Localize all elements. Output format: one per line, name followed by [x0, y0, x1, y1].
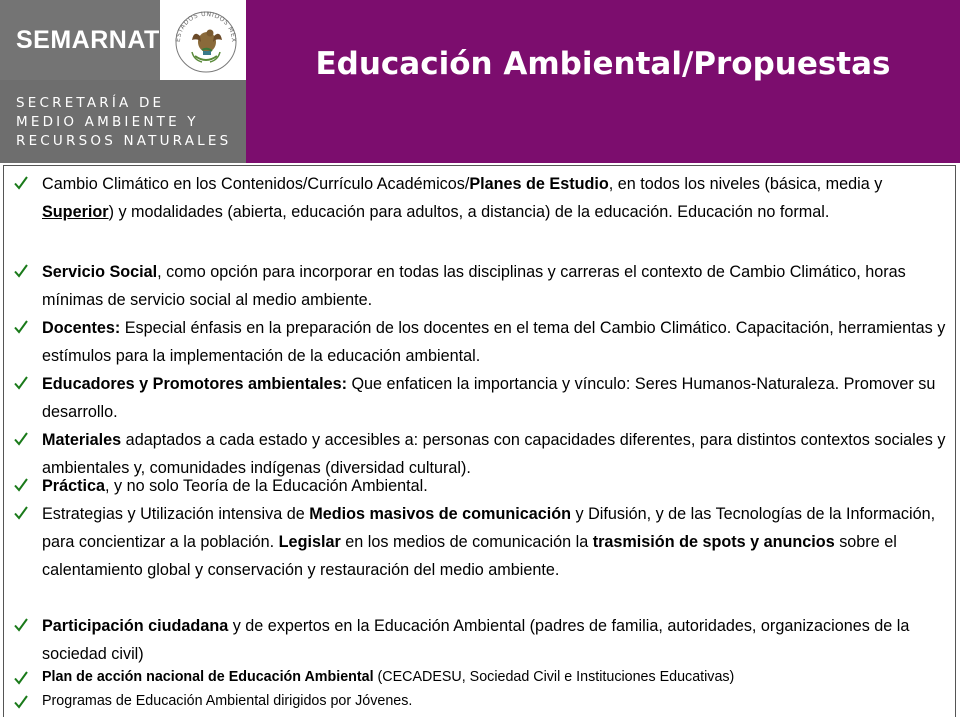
- body-text: (CECADESU, Sociedad Civil e Instituciones Educativas): [373, 669, 735, 685]
- body-text: Especial énfasis en la preparación de los docentes en el tema del Cambio Climático. Capacitación, herramientas y estímulos para la implementación de la educación ambiental.: [42, 319, 946, 365]
- agency-full-name: [16, 94, 244, 151]
- body-text: ) y modalidades (abierta, educación para adultos, a distancia) de la educación. Educación no formal.: [108, 203, 830, 221]
- emphasis-text: Materiales: [42, 431, 122, 449]
- checkmark-icon: [13, 426, 33, 454]
- checkmark-icon: [13, 500, 33, 528]
- emphasis-text: Superior: [42, 203, 109, 221]
- body-text: , y no solo Teoría de la Educación Ambiental.: [105, 477, 428, 495]
- checkmark-icon: [13, 689, 33, 713]
- body-text: Que enfaticen la importancia y vínculo: Seres Humanos-Naturaleza. Promover su desarrollo.: [42, 375, 936, 421]
- checkmark-icon: [13, 314, 33, 342]
- checkmark-icon: [13, 612, 33, 640]
- proposal-item: [4, 612, 949, 668]
- emphasis-text: Plan de acción nacional de Educación Ambiental: [42, 669, 374, 685]
- proposal-item: [4, 170, 949, 226]
- body-text: , en todos los niveles (básica, media y: [608, 175, 883, 193]
- body-text: adaptados a cada estado y accesibles a: personas con capacidades diferentes, para distintos contextos sociales y ambientales y, comunidades indígenas (diversidad cultural).: [42, 431, 946, 477]
- proposal-item: [4, 500, 949, 584]
- proposal-item: [4, 370, 949, 426]
- body-text: Programas de Educación Ambiental dirigidos por Jóvenes.: [42, 693, 413, 709]
- emphasis-text: Medios masivos de comunicación: [309, 505, 572, 523]
- emphasis-text: Participación ciudadana: [42, 617, 229, 635]
- body-text: , como opción para incorporar en todas las disciplinas y carreras el contexto de Cambio Climático, horas mínimas de servicio social al medio ambiente.: [42, 263, 906, 309]
- body-text: sobre el calentamiento global y conservación y restauración del medio ambiente.: [42, 533, 897, 579]
- proposal-item: [4, 665, 949, 689]
- checkmark-icon: [13, 472, 33, 500]
- checkmark-icon: [13, 258, 33, 286]
- proposal-item: [4, 314, 949, 370]
- national-seal-icon: [170, 4, 242, 76]
- emphasis-text: Planes de Estudio: [469, 175, 609, 193]
- proposal-list-box: [3, 165, 956, 717]
- emphasis-text: Servicio Social: [42, 263, 158, 281]
- checkmark-icon: [13, 665, 33, 689]
- checkmark-icon: [13, 170, 33, 198]
- brand-name: SEMARNAT: [16, 26, 160, 54]
- emphasis-text: trasmisión de spots y anuncios: [592, 533, 835, 551]
- proposal-item: [4, 258, 949, 314]
- agency-logo-block: [0, 0, 246, 163]
- slide-header: [0, 0, 960, 163]
- proposal-item: [4, 472, 949, 500]
- agency-line: MEDIO AMBIENTE Y: [16, 114, 199, 130]
- body-text: y Difusión, y de las Tecnologías de la Información, para concientizar a la población.: [42, 505, 936, 551]
- page-title: Educación Ambiental/Propuestas: [315, 46, 891, 82]
- body-text: Estrategias y Utilización intensiva de: [42, 505, 310, 523]
- emphasis-text: Práctica: [42, 477, 105, 495]
- proposal-item: [4, 689, 949, 713]
- emphasis-text: Educadores y Promotores ambientales:: [42, 375, 347, 393]
- checkmark-icon: [13, 370, 33, 398]
- emphasis-text: Docentes:: [42, 319, 121, 337]
- body-text: Cambio Climático en los Contenidos/Currículo Académicos/: [42, 175, 470, 193]
- agency-line: RECURSOS NATURALES: [16, 133, 232, 149]
- body-text: en los medios de comunicación la: [340, 533, 593, 551]
- agency-line: SECRETARÍA DE: [16, 95, 165, 111]
- emphasis-text: Legislar: [278, 533, 341, 551]
- seal-inscription: ESTADOS UNIDOS MEX: [174, 10, 238, 43]
- body-text: y de expertos en la Educación Ambiental (padres de familia, autoridades, organizaciones de la sociedad civil): [42, 617, 910, 663]
